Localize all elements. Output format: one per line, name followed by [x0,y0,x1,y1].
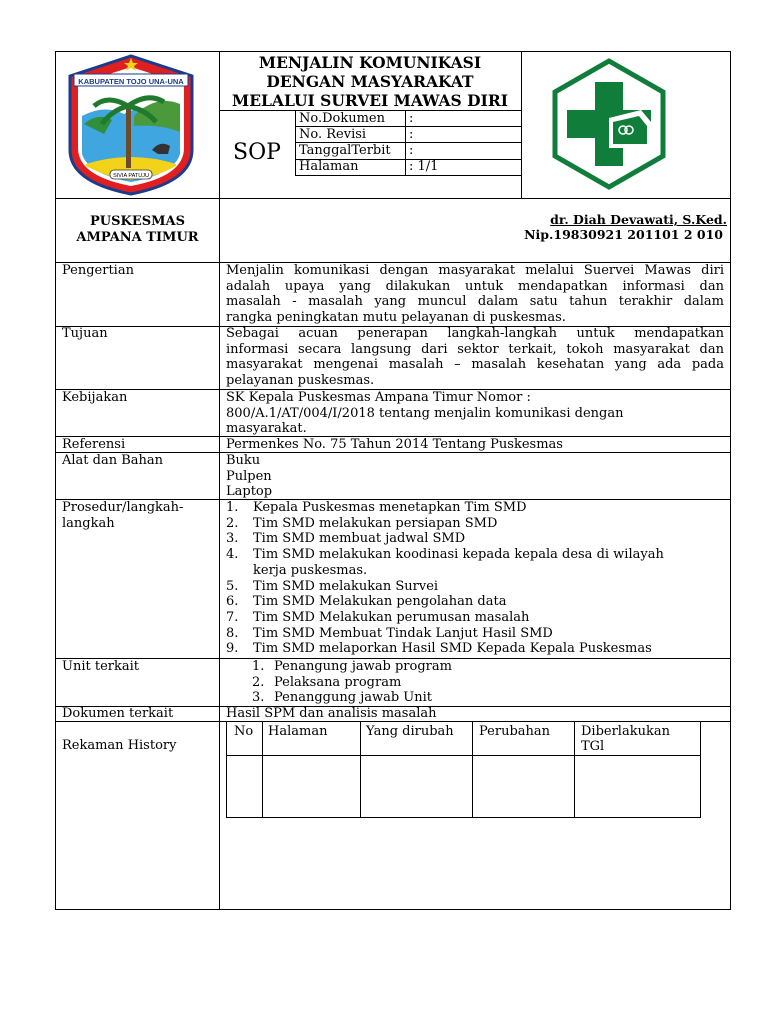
pengertian-line-1: Menjalin komunikasi dengan masyarakat melalui Suervei Mawas diri [226,263,724,278]
label-prosedur-line-2: langkah [62,515,115,531]
dokumen-text: Hasil SPM dan analisis masalah [226,706,437,721]
kebijakan-line-3: masyarakat. [226,421,307,436]
kebijakan-text [226,390,724,437]
kebijakan-line-1: SK Kepala Puskesmas Ampana Timur Nomor : [226,390,531,405]
list-item [226,531,726,547]
puskesmas-logo [543,58,675,190]
meta-value-halaman: : 1/1 [409,159,439,174]
organization-name [56,214,219,246]
list-item [226,500,726,516]
signatory-name: dr. Diah Devawati, S.Ked. [550,212,727,227]
step-number: 7. [226,609,239,625]
alat-item: Buku [226,453,261,468]
sop-label: SOP [233,140,281,165]
regency-logo [64,54,198,196]
step-text: Tim SMD melakukan koodinasi kepada kepala desa di wilayah [253,547,664,563]
step-text: Tim SMD melakukan Survei [253,578,439,594]
meta-label-tanggal: TanggalTerbit [299,143,391,158]
label-alat-bahan: Alat dan Bahan [62,453,164,468]
alat-item: Pulpen [226,468,272,484]
pengertian-line-3: masalah - masalah yang muncul dalam satu tahun terakhir dalam [226,294,724,309]
meta-label-norevisi: No. Revisi [299,127,367,142]
meta-label-halaman: Halaman [299,159,359,174]
history-header-perubahan: Perubahan [479,724,551,739]
list-item [226,547,726,578]
tujuan-line-2: informasi secara langsung dari sektor terkait, tokoh masyarakat dan [226,341,724,357]
unit-text: Penangung jawab program [274,659,452,674]
label-dokumen-terkait: Dokumen terkait [62,706,174,721]
org-line-2: AMPANA TIMUR [76,230,199,245]
pengertian-line-4: rangka peningkatan mutu pelayanan di puskesmas. [226,309,566,325]
step-number: 3. [226,531,239,547]
history-header-yang-dirubah: Yang dirubah [366,724,454,739]
unit-number: 2. [252,674,265,690]
logo-motto: SIVIA PATUJU [113,173,149,179]
meta-value-tanggal: : [409,143,414,158]
meta-value-nodokumen: : [409,111,414,126]
pengertian-line-2: adalah upaya yang dilakukan untuk mendapatkan informasi dan [226,278,724,294]
step-number: 6. [226,594,239,610]
unit-number: 1. [252,659,265,674]
signatory-nip: Nip.19830921 201101 2 010 [524,227,723,242]
history-header-halaman: Halaman [268,724,328,739]
meta-value-norevisi: : [409,127,414,142]
referensi-text: Permenkes No. 75 Tahun 2014 Tentang Puskesmas [226,437,563,452]
label-prosedur [62,500,183,531]
label-tujuan: Tujuan [62,326,108,341]
step-number: 2. [226,515,239,531]
step-number: 5. [226,578,239,594]
label-prosedur-line-1: Prosedur/langkah- [62,500,184,515]
step-text: Tim SMD Melakukan perumusan masalah [253,609,530,625]
org-line-1: PUSKESMAS [90,214,185,229]
kebijakan-line-2: 800/A.1/AT/004/I/2018 tentang menjalin komunikasi dengan [226,405,624,421]
step-text: Kepala Puskesmas menetapkan Tim SMD [253,500,527,515]
step-number: 4. [226,547,239,563]
step-text: Tim SMD Melakukan pengolahan data [253,594,507,610]
step-text: Tim SMD melaporkan Hasil SMD Kepada Kepala Puskesmas [253,641,652,657]
title-line-3: MELALUI SURVEI MAWAS DIRI [232,91,508,110]
step-number: 1. [226,500,239,515]
label-referensi: Referensi [62,437,126,452]
list-item [252,675,452,691]
list-item [226,579,726,595]
list-item [226,641,726,657]
unit-text: Pelaksana program [274,674,402,690]
unit-text: Penanggung jawab Unit [274,690,433,706]
step-text: Tim SMD melakukan persiapan SMD [253,515,498,531]
label-kebijakan: Kebijakan [62,390,128,405]
title-line-1: MENJALIN KOMUNIKASI [258,53,482,72]
step-text: Tim SMD membuat jadwal SMD [253,531,466,547]
pengertian-text [226,263,724,325]
tujuan-text [226,326,724,388]
tujuan-line-4: pelayanan puskesmas. [226,372,375,388]
tujuan-line-3: masyarakat mengenai masalah – masalah kesehatan yang ada pada [226,357,724,372]
label-rekaman-history: Rekaman History [62,738,177,753]
list-item [252,659,452,675]
unit-number: 3. [252,690,265,706]
history-table [226,722,701,818]
list-item [252,690,452,706]
unit-list [252,659,452,706]
step-number: 8. [226,625,239,641]
list-item [226,610,726,626]
alat-item: Laptop [226,484,273,499]
label-pengertian: Pengertian [62,263,134,278]
tujuan-line-1: Sebagai acuan penerapan langkah-langkah untuk mendapatkan [226,326,724,341]
list-item [226,594,726,610]
step-number: 9. [226,641,239,657]
document-title [219,53,521,110]
list-item [226,626,726,642]
list-item [226,516,726,532]
meta-label-nodokumen: No.Dokumen [299,111,385,126]
label-unit-terkait: Unit terkait [62,659,139,674]
logo-kabupaten-text: KABUPATEN TOJO UNA-UNA [78,77,184,86]
prosedur-steps [226,500,726,657]
alat-bahan-list [226,453,272,500]
title-line-2: DENGAN MASYARAKAT [266,72,474,91]
step-text: Tim SMD Membuat Tindak Lanjut Hasil SMD [253,625,553,641]
history-header-tgl: TGl [581,739,605,754]
history-header-no: No [234,724,254,739]
step-text-continued: kerja puskesmas. [253,562,368,578]
history-header-diberlakukan: Diberlakukan [581,724,670,739]
